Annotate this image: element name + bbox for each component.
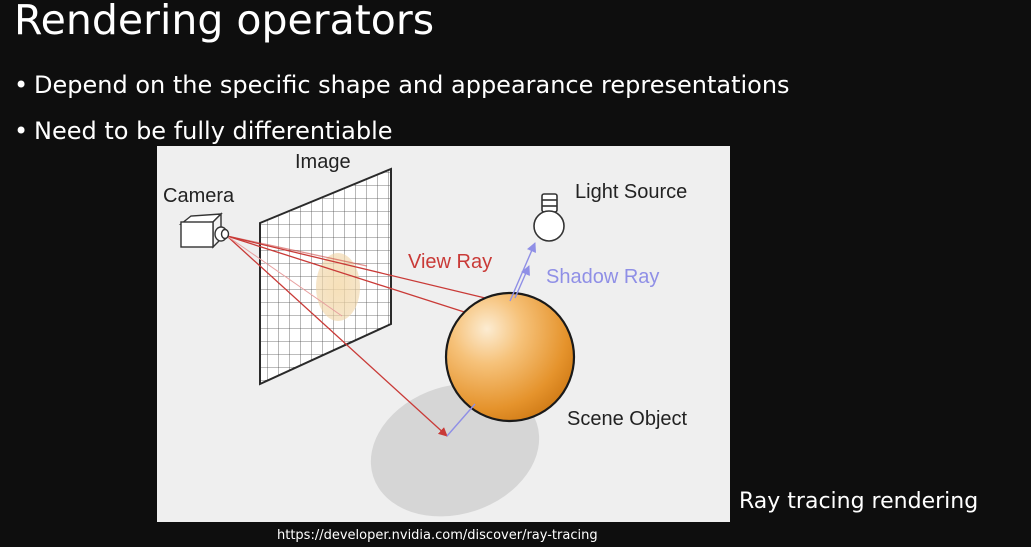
scene-sphere bbox=[446, 293, 574, 421]
slide-title: Rendering operators bbox=[14, 0, 435, 44]
diagram-caption: Ray tracing rendering bbox=[739, 489, 979, 514]
light-source-label: Light Source bbox=[575, 181, 688, 203]
bullet-dot: • bbox=[14, 71, 29, 99]
bullet-dot: • bbox=[14, 117, 29, 145]
bullet-text: Need to be fully differentiable bbox=[34, 117, 393, 145]
camera-icon bbox=[181, 214, 229, 247]
light-bulb-icon bbox=[534, 194, 564, 241]
bullet-text: Depend on the specific shape and appearance representations bbox=[34, 71, 790, 99]
shadow-ray-label: Shadow Ray bbox=[546, 266, 660, 288]
scene-object-label: Scene Object bbox=[567, 408, 688, 430]
image-label: Image bbox=[295, 151, 351, 173]
bullet-list bbox=[14, 62, 790, 154]
ray-tracing-diagram bbox=[157, 146, 730, 522]
ray-tracing-svg bbox=[157, 146, 730, 522]
source-url: https://developer.nvidia.com/discover/ray-tracing bbox=[277, 528, 598, 543]
view-ray-label: View Ray bbox=[408, 251, 493, 273]
camera-label: Camera bbox=[163, 185, 235, 207]
bullet-item bbox=[14, 62, 790, 108]
